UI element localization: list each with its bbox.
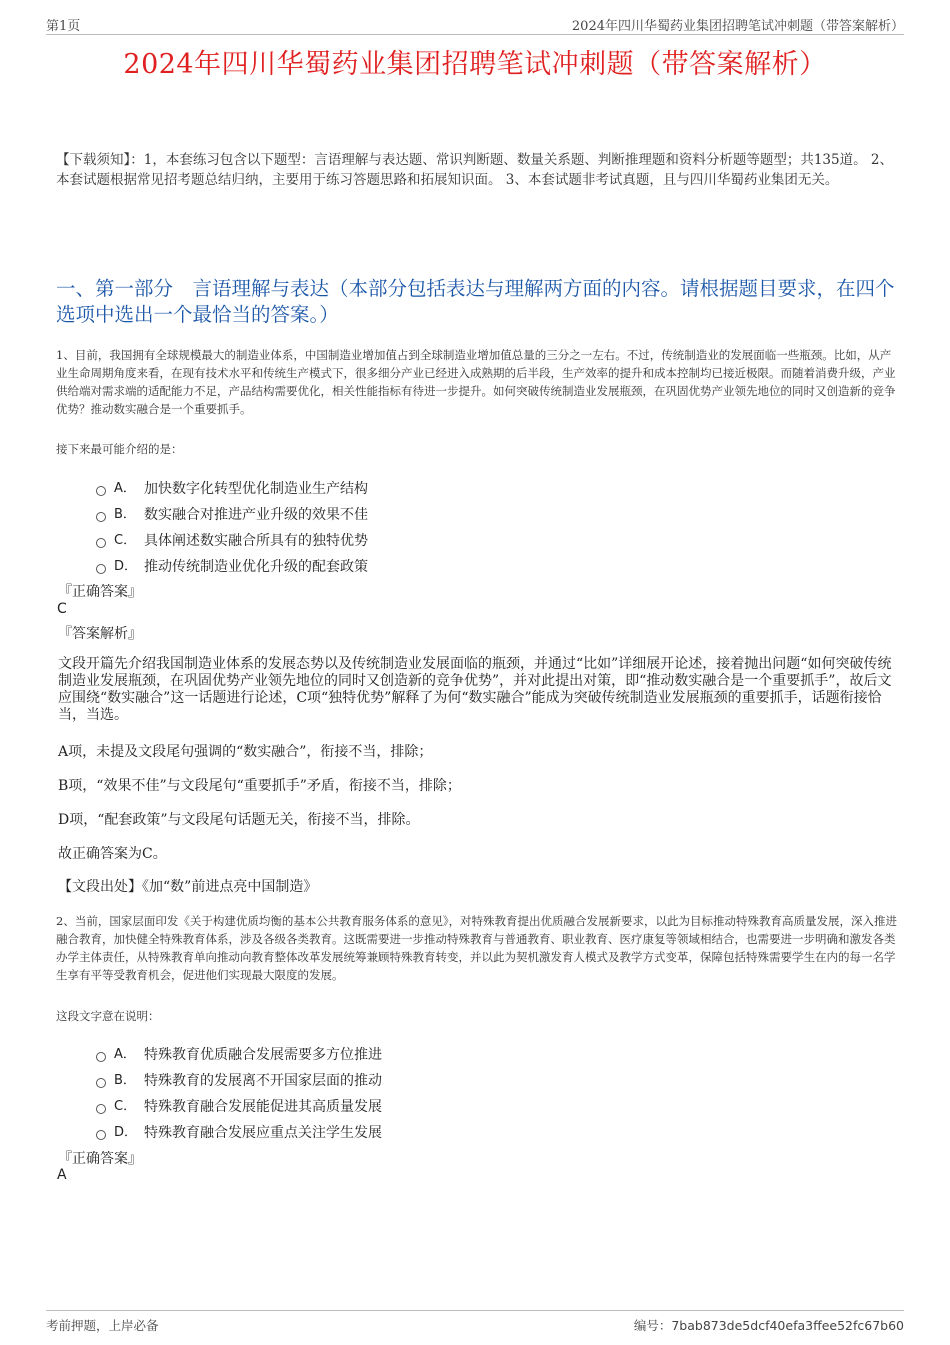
radio-icon[interactable] — [96, 1104, 106, 1114]
radio-icon[interactable] — [96, 1052, 106, 1062]
analysis-conclusion: 故正确答案为C。 — [58, 846, 167, 862]
radio-icon[interactable] — [96, 1078, 106, 1088]
question-1-options — [96, 476, 368, 580]
document-title: 2024年四川华蜀药业集团招聘笔试冲刺题（带答案解析） — [123, 49, 827, 80]
page-header — [46, 14, 904, 35]
question-2-prompt: 这段文字意在说明： — [56, 1009, 160, 1023]
radio-icon[interactable] — [96, 564, 106, 574]
header-doc-title: 2024年四川华蜀药业集团招聘笔试冲刺题（带答案解析） — [571, 19, 904, 34]
section-heading: 一、第一部分 言语理解与表达（本部分包括表达与理解两方面的内容。请根据题目要求，在四个选项中选出一个最恰当的答案。） — [56, 277, 895, 326]
question-1-stem: 1、目前，我国拥有全球规模最大的制造业体系，中国制造业增加值占到全球制造业增加值总量的三分之一左右。不过，传统制造业的发展面临一些瓶颈。比如，从产业生命周期角度来看，在现有技术水平和传统生产模式下，很多细分产业已经进入成熟期的后半段，生产效率的提升和成本控制均已接近极限。而随着消费升级，产业供给端对需求端的适配能力不足，产品结构需要优化，相关性能指标有待进一步提升。如何突破传统制造业发展瓶颈，在巩固优势产业领先地位的同时又创造新的竞争优势？推动数实融合是一个重要抓手。 — [56, 348, 896, 416]
footer-code: 编号：7bab873de5dcf40efa3ffee52fc67b60 — [633, 1318, 904, 1333]
question-2-options — [96, 1042, 382, 1146]
option-a[interactable]: A． 加快数字化转型优化制造业生产结构 — [96, 476, 368, 502]
option-c[interactable]: C． 具体阐述数实融合所具有的独特优势 — [96, 528, 368, 554]
question-2-stem: 2、当前，国家层面印发《关于构建优质均衡的基本公共教育服务体系的意见》，对特殊教育提出优质融合发展新要求，以此为目标推动特殊教育高质量发展，深入推进融合教育，加快健全特殊教育体系，涉及各级各类教育。这既需要进一步推动特殊教育与普通教育、职业教育、医疗康复等领域相结合，也需要进一步明确和激发各类办学主体责任，从特殊教育单向推动向教育整体改革发展统筹兼顾特殊教育转变，并以此为契机激发育人模式及教学方式变革，保障包括特殊需要学生在内的每一名学生享有平等受教育机会，促进他们实现最大限度的发展。 — [56, 914, 898, 982]
answer-value: C — [57, 601, 67, 617]
analysis-label: 『答案解析』 — [58, 626, 142, 642]
answer-label: 『正确答案』 — [58, 584, 142, 600]
option-c[interactable]: C． 特殊教育融合发展能促进其高质量发展 — [96, 1094, 382, 1120]
answer-value: A — [57, 1167, 67, 1183]
radio-icon[interactable] — [96, 512, 106, 522]
option-b[interactable]: B． 数实融合对推进产业升级的效果不佳 — [96, 502, 368, 528]
analysis-note-a: A项，未提及文段尾句强调的“数实融合”，衔接不当，排除； — [58, 744, 433, 760]
analysis-text: 文段开篇先介绍我国制造业体系的发展态势以及传统制造业发展面临的瓶颈，并通过“比如”详细展开论述，接着抛出问题“如何突破传统制造业发展瓶颈，在巩固优势产业领先地位的同时又创造新的竞争优势”，并对此提出对策，即“推动数实融合是一个重要抓手”，故后文应围绕“数实融合”这一话题进行论述，C项“独特优势”解释了为何“数实融合”能成为突破传统制造业发展瓶颈的重要抓手，话题衔接恰当，当选。 — [58, 656, 892, 723]
option-d[interactable]: D． 特殊教育融合发展应重点关注学生发展 — [96, 1120, 382, 1146]
analysis-note-d: D项，“配套政策”与文段尾句话题无关，衔接不当，排除。 — [58, 812, 420, 828]
text-source: 【文段出处】《加“数”前进点亮中国制造》 — [58, 879, 318, 895]
radio-icon[interactable] — [96, 486, 106, 496]
question-1-prompt: 接下来最可能介绍的是： — [56, 442, 183, 456]
option-b[interactable]: B． 特殊教育的发展离不开国家层面的推动 — [96, 1068, 382, 1094]
radio-icon[interactable] — [96, 1130, 106, 1140]
radio-icon[interactable] — [96, 538, 106, 548]
option-a[interactable]: A． 特殊教育优质融合发展需要多方位推进 — [96, 1042, 382, 1068]
answer-label: 『正确答案』 — [58, 1151, 142, 1167]
page-footer — [46, 1310, 904, 1335]
option-d[interactable]: D． 推动传统制造业优化升级的配套政策 — [96, 554, 368, 580]
footer-slogan: 考前押题，上岸必备 — [46, 1318, 159, 1333]
download-notice: 【下载须知】：1，本套练习包含以下题型：言语理解与表达题、常识判断题、数量关系题、判断推理题和资料分析题等题型；共135道。 2、本套试题根据常见招考题总结归纳，主要用于练习答题思路和拓展知识面。 3、本套试题非考试真题，且与四川华蜀药业集团无关。 — [56, 152, 893, 188]
page-number: 第1页 — [46, 19, 81, 34]
analysis-note-b: B项，“效果不佳”与文段尾句“重要抓手”矛盾，衔接不当，排除； — [58, 778, 461, 794]
